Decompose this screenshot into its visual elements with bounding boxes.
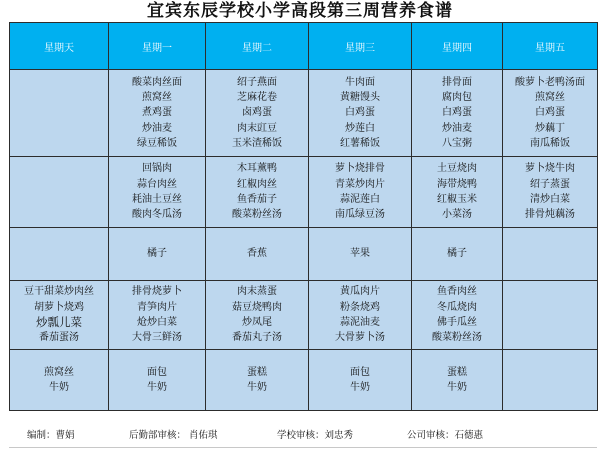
menu-item: 炒莲白 [345, 122, 375, 134]
day-header-tuesday: 星期二 [206, 23, 309, 70]
footer-school-review: 学校审核：刘忠秀 [277, 430, 354, 441]
menu-item: 卤鸡蛋 [242, 107, 272, 119]
menu-item: 蒜台肉丝 [137, 178, 177, 190]
menu-cell [503, 281, 598, 350]
menu-item: 鱼香肉丝 [437, 286, 477, 298]
menu-item: 红椒玉米 [437, 194, 477, 205]
menu-cell [206, 228, 309, 281]
lunch-row [10, 157, 598, 228]
menu-item: 炒瓢儿菜 [36, 315, 82, 329]
menu-item: 耗油土豆丝 [132, 194, 182, 205]
menu-item: 牛奶 [447, 382, 467, 393]
menu-item: 鱼香茄子 [237, 194, 277, 205]
menu-item: 绍子蒸蛋 [530, 178, 570, 190]
menu-cell [503, 350, 598, 411]
menu-item: 回锅肉 [142, 163, 172, 175]
menu-item: 牛奶 [247, 382, 267, 393]
menu-cell [412, 281, 503, 350]
menu-item: 蛋糕 [447, 366, 467, 378]
menu-item: 豆干甜菜炒肉丝 [24, 286, 94, 298]
day-header-sunday: 星期天 [10, 23, 109, 70]
menu-item: 排骨烧萝卜 [132, 286, 182, 298]
menu-item: 黄瓜肉片 [340, 286, 380, 298]
menu-item: 佛手瓜丝 [437, 317, 477, 328]
menu-cell [10, 228, 109, 281]
menu-item: 蒜泥油麦 [340, 317, 380, 328]
page-title: 宜宾东辰学校小学高段第三周营养食谱 [147, 1, 453, 21]
footer-editor: 编制：曹娟 [27, 430, 75, 441]
menu-item: 腐肉包 [442, 91, 472, 103]
menu-item: 排骨面 [442, 76, 472, 88]
menu-item: 白鸡蛋 [535, 107, 565, 119]
day-header-wednesday: 星期三 [309, 23, 412, 70]
menu-item: 肉末蒸蛋 [237, 286, 277, 298]
menu-item: 牛奶 [147, 382, 167, 393]
menu-table [9, 22, 598, 411]
menu-item: 煎窝丝 [535, 91, 565, 103]
menu-cell [10, 157, 109, 228]
menu-item: 南瓜稀饭 [530, 138, 570, 150]
menu-item: 红椒肉丝 [237, 178, 277, 190]
menu-item: 酸菜肉丝面 [132, 76, 182, 88]
menu-item: 煎窝丝 [44, 366, 74, 378]
menu-item: 香蕉 [247, 248, 267, 260]
menu-item: 橘子 [147, 248, 167, 260]
footer-logistics-review: 后勤部审核： 肖佑琪 [129, 430, 218, 441]
menu-item: 炒凤尾 [242, 317, 272, 328]
menu-cell [10, 350, 109, 411]
menu-item: 酸菜粉丝汤 [232, 209, 282, 221]
menu-cell [309, 157, 412, 228]
menu-item: 酸菜粉丝汤 [432, 332, 482, 344]
dinner-row [10, 281, 598, 350]
menu-item: 蒜泥莲白 [340, 194, 380, 205]
menu-item: 青菜炒肉片 [335, 178, 385, 190]
menu-cell [412, 228, 503, 281]
menu-item: 面包 [350, 366, 370, 378]
menu-item: 红薯稀饭 [340, 138, 380, 150]
menu-item: 白鸡蛋 [345, 107, 375, 119]
header-row [10, 23, 598, 70]
footer-company-review: 公司审核：石德惠 [407, 430, 484, 441]
menu-item: 萝卜烧排骨 [335, 163, 385, 175]
menu-cell [309, 350, 412, 411]
menu-cell [206, 350, 309, 411]
menu-cell [109, 281, 206, 350]
menu-item: 绍子燕面 [237, 76, 277, 88]
menu-item: 南瓜绿豆汤 [335, 209, 385, 221]
menu-item: 牛奶 [350, 382, 370, 393]
menu-item: 八宝粥 [442, 138, 472, 150]
menu-item: 酸萝卜老鸭汤面 [515, 76, 585, 88]
menu-item: 菇豆烧鸭肉 [232, 301, 282, 313]
menu-cell [412, 70, 503, 157]
menu-item: 煮鸡蛋 [142, 107, 172, 119]
menu-cell [309, 70, 412, 157]
breakfast-row [10, 70, 598, 157]
menu-cell [109, 350, 206, 411]
menu-item: 萝卜烧牛肉 [525, 163, 575, 175]
menu-item: 炒油麦 [142, 122, 172, 134]
menu-item: 大骨三鲜汤 [132, 332, 182, 344]
menu-cell [309, 281, 412, 350]
menu-item: 土豆烧肉 [437, 163, 477, 175]
menu-cell [206, 281, 309, 350]
menu-cell [206, 157, 309, 228]
menu-item: 玉米渣稀饭 [232, 138, 282, 150]
fruit-row [10, 228, 598, 281]
menu-item: 芝麻花卷 [237, 91, 277, 103]
menu-item: 排骨炖藕汤 [525, 209, 575, 221]
menu-item: 煎窝丝 [142, 91, 172, 103]
menu-item: 橘子 [447, 248, 467, 260]
menu-item: 炝炒白菜 [137, 317, 177, 328]
menu-cell [503, 228, 598, 281]
menu-item: 番茄丸子汤 [232, 332, 282, 344]
menu-cell [109, 228, 206, 281]
menu-cell [206, 70, 309, 157]
menu-item: 黄糖馒头 [340, 91, 380, 103]
menu-cell [109, 70, 206, 157]
menu-item: 胡萝卜烧鸡 [34, 301, 84, 313]
snack-row [10, 350, 598, 411]
menu-cell [503, 157, 598, 228]
menu-item: 冬瓜烧肉 [437, 301, 477, 313]
menu-cell [503, 70, 598, 157]
menu-item: 牛奶 [49, 382, 69, 393]
menu-item: 炒藕丁 [535, 122, 565, 134]
menu-cell [10, 70, 109, 157]
menu-item: 青笋肉片 [137, 301, 177, 313]
menu-cell [412, 350, 503, 411]
menu-item: 绿豆稀饭 [137, 138, 177, 150]
day-header-friday: 星期五 [503, 23, 598, 70]
menu-item: 蛋糕 [247, 366, 267, 378]
menu-cell [309, 228, 412, 281]
menu-cell [412, 157, 503, 228]
menu-item: 酸肉冬瓜汤 [132, 209, 182, 221]
menu-item: 炒油麦 [442, 122, 472, 134]
menu-item: 清炒白菜 [530, 194, 570, 205]
bottom-divider [9, 447, 597, 448]
day-header-monday: 星期一 [109, 23, 206, 70]
menu-item: 番茄蛋汤 [39, 332, 79, 344]
menu-item: 面包 [147, 366, 167, 378]
menu-item: 白鸡蛋 [442, 107, 472, 119]
menu-item: 苹果 [350, 248, 370, 260]
menu-cell [10, 281, 109, 350]
menu-item: 肉末豇豆 [237, 122, 277, 134]
menu-item: 牛肉面 [345, 76, 375, 88]
footer [9, 426, 597, 446]
menu-item: 小菜汤 [442, 209, 472, 221]
menu-item: 木耳薰鸭 [237, 163, 277, 175]
menu-cell [109, 157, 206, 228]
menu-item: 大骨萝卜汤 [335, 332, 385, 344]
day-header-thursday: 星期四 [412, 23, 503, 70]
menu-item: 粉条烧鸡 [340, 301, 380, 313]
menu-item: 海带烧鸭 [437, 178, 477, 190]
